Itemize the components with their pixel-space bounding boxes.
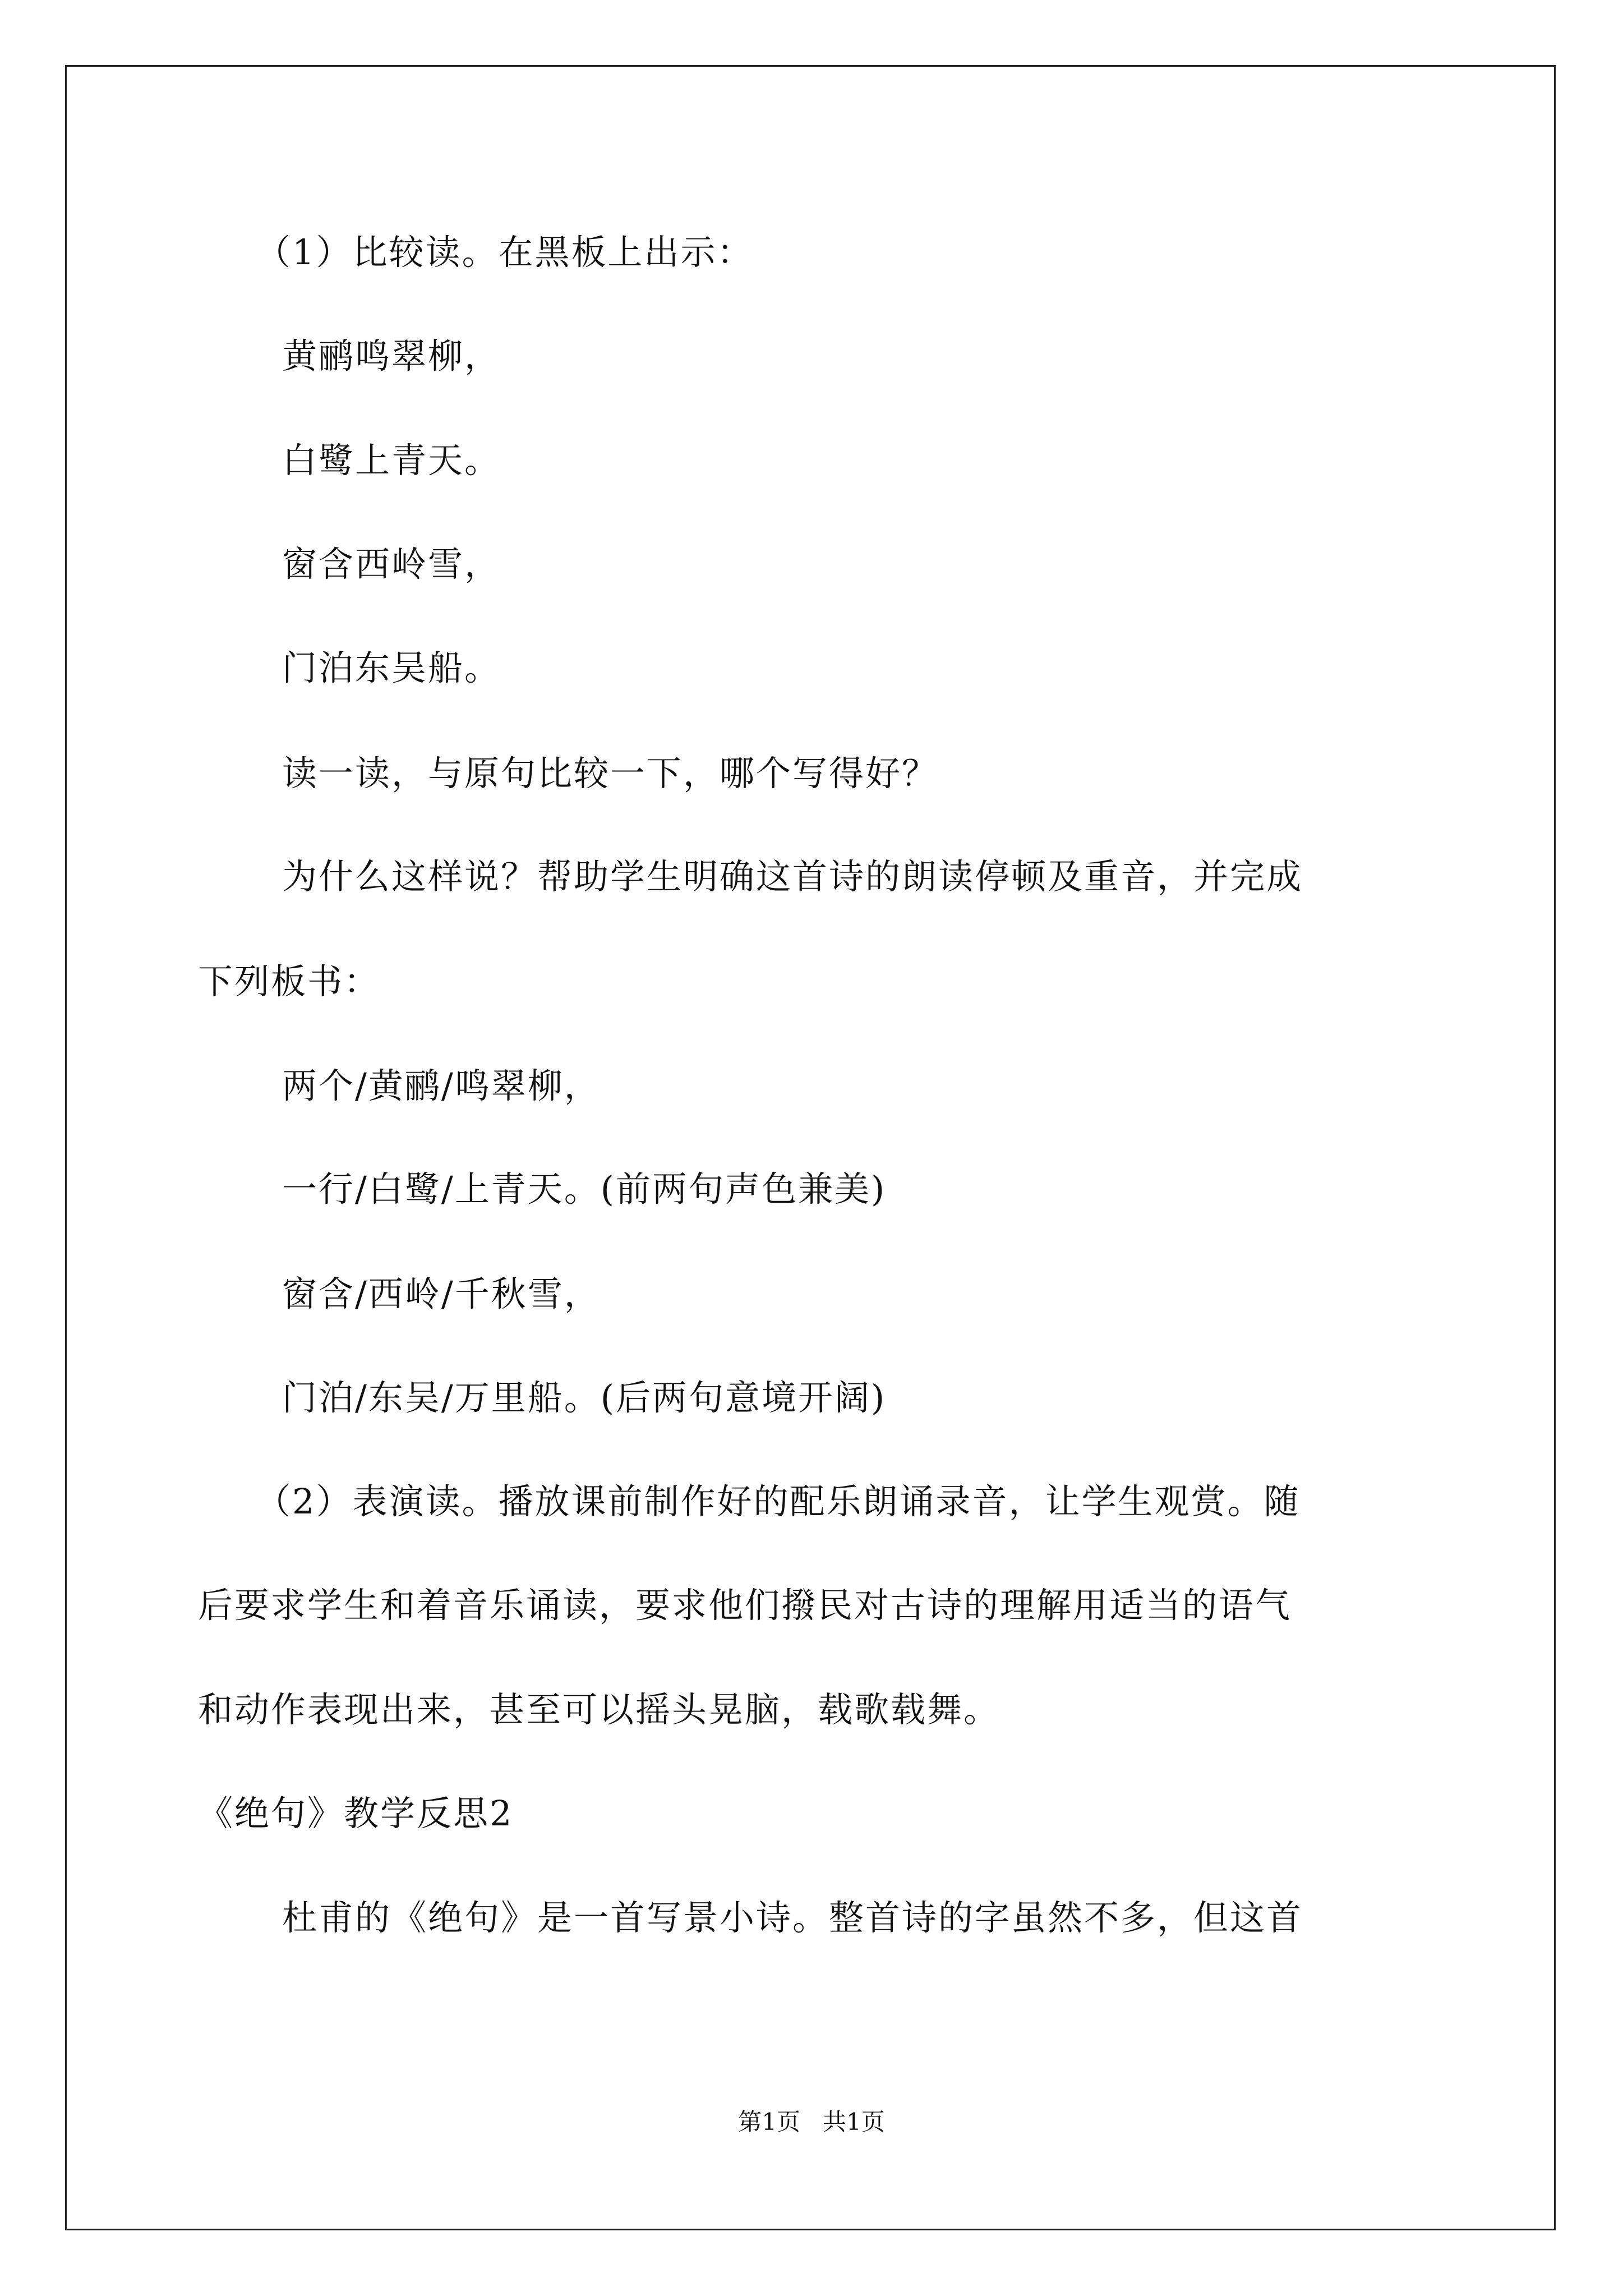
page-total: 共1页: [823, 2108, 885, 2136]
paragraph-line: （1）比较读。在黑板上出示：: [256, 232, 754, 273]
paragraph-line: 为什么这样说？帮助学生明确这首诗的朗读停顿及重音，并完成: [282, 856, 1303, 897]
board-line: 一行/白鹭/上青天。(前两句声色兼美): [282, 1168, 887, 1209]
paragraph-line: 读一读，与原句比较一下，哪个写得好？: [282, 753, 939, 794]
board-line: 窗含/西岭/千秋雪，: [282, 1273, 601, 1314]
section-heading: 《绝句》教学反思2: [198, 1793, 514, 1834]
paragraph-line: 后要求学生和着音乐诵读，要求他们撥民对古诗的理解用适当的语气: [198, 1585, 1292, 1626]
paragraph-line: 下列板书：: [198, 961, 381, 1002]
poem-line: 门泊东吴船。: [282, 647, 501, 688]
poem-line: 白鹭上青天。: [282, 440, 501, 481]
poem-line: 窗含西岭雪，: [282, 544, 501, 585]
paragraph-line: （2）表演读。播放课前制作好的配乐朗诵录音，让学生观赏。随: [256, 1481, 1301, 1522]
paragraph-line: 和动作表现出来，甚至可以摇头晃脑，载歌载舞。: [198, 1689, 1000, 1730]
paragraph-line: 杜甫的《绝句》是一首写景小诗。整首诗的字虽然不多，但这首: [282, 1897, 1303, 1938]
board-line: 两个/黄鹂/鸣翠柳，: [282, 1065, 601, 1106]
page-number: 第1页: [738, 2108, 800, 2136]
board-line: 门泊/东吴/万里船。(后两句意境开阔): [282, 1377, 887, 1418]
page-footer: [0, 2105, 1623, 2139]
poem-line: 黄鹂鸣翠柳，: [282, 335, 501, 376]
